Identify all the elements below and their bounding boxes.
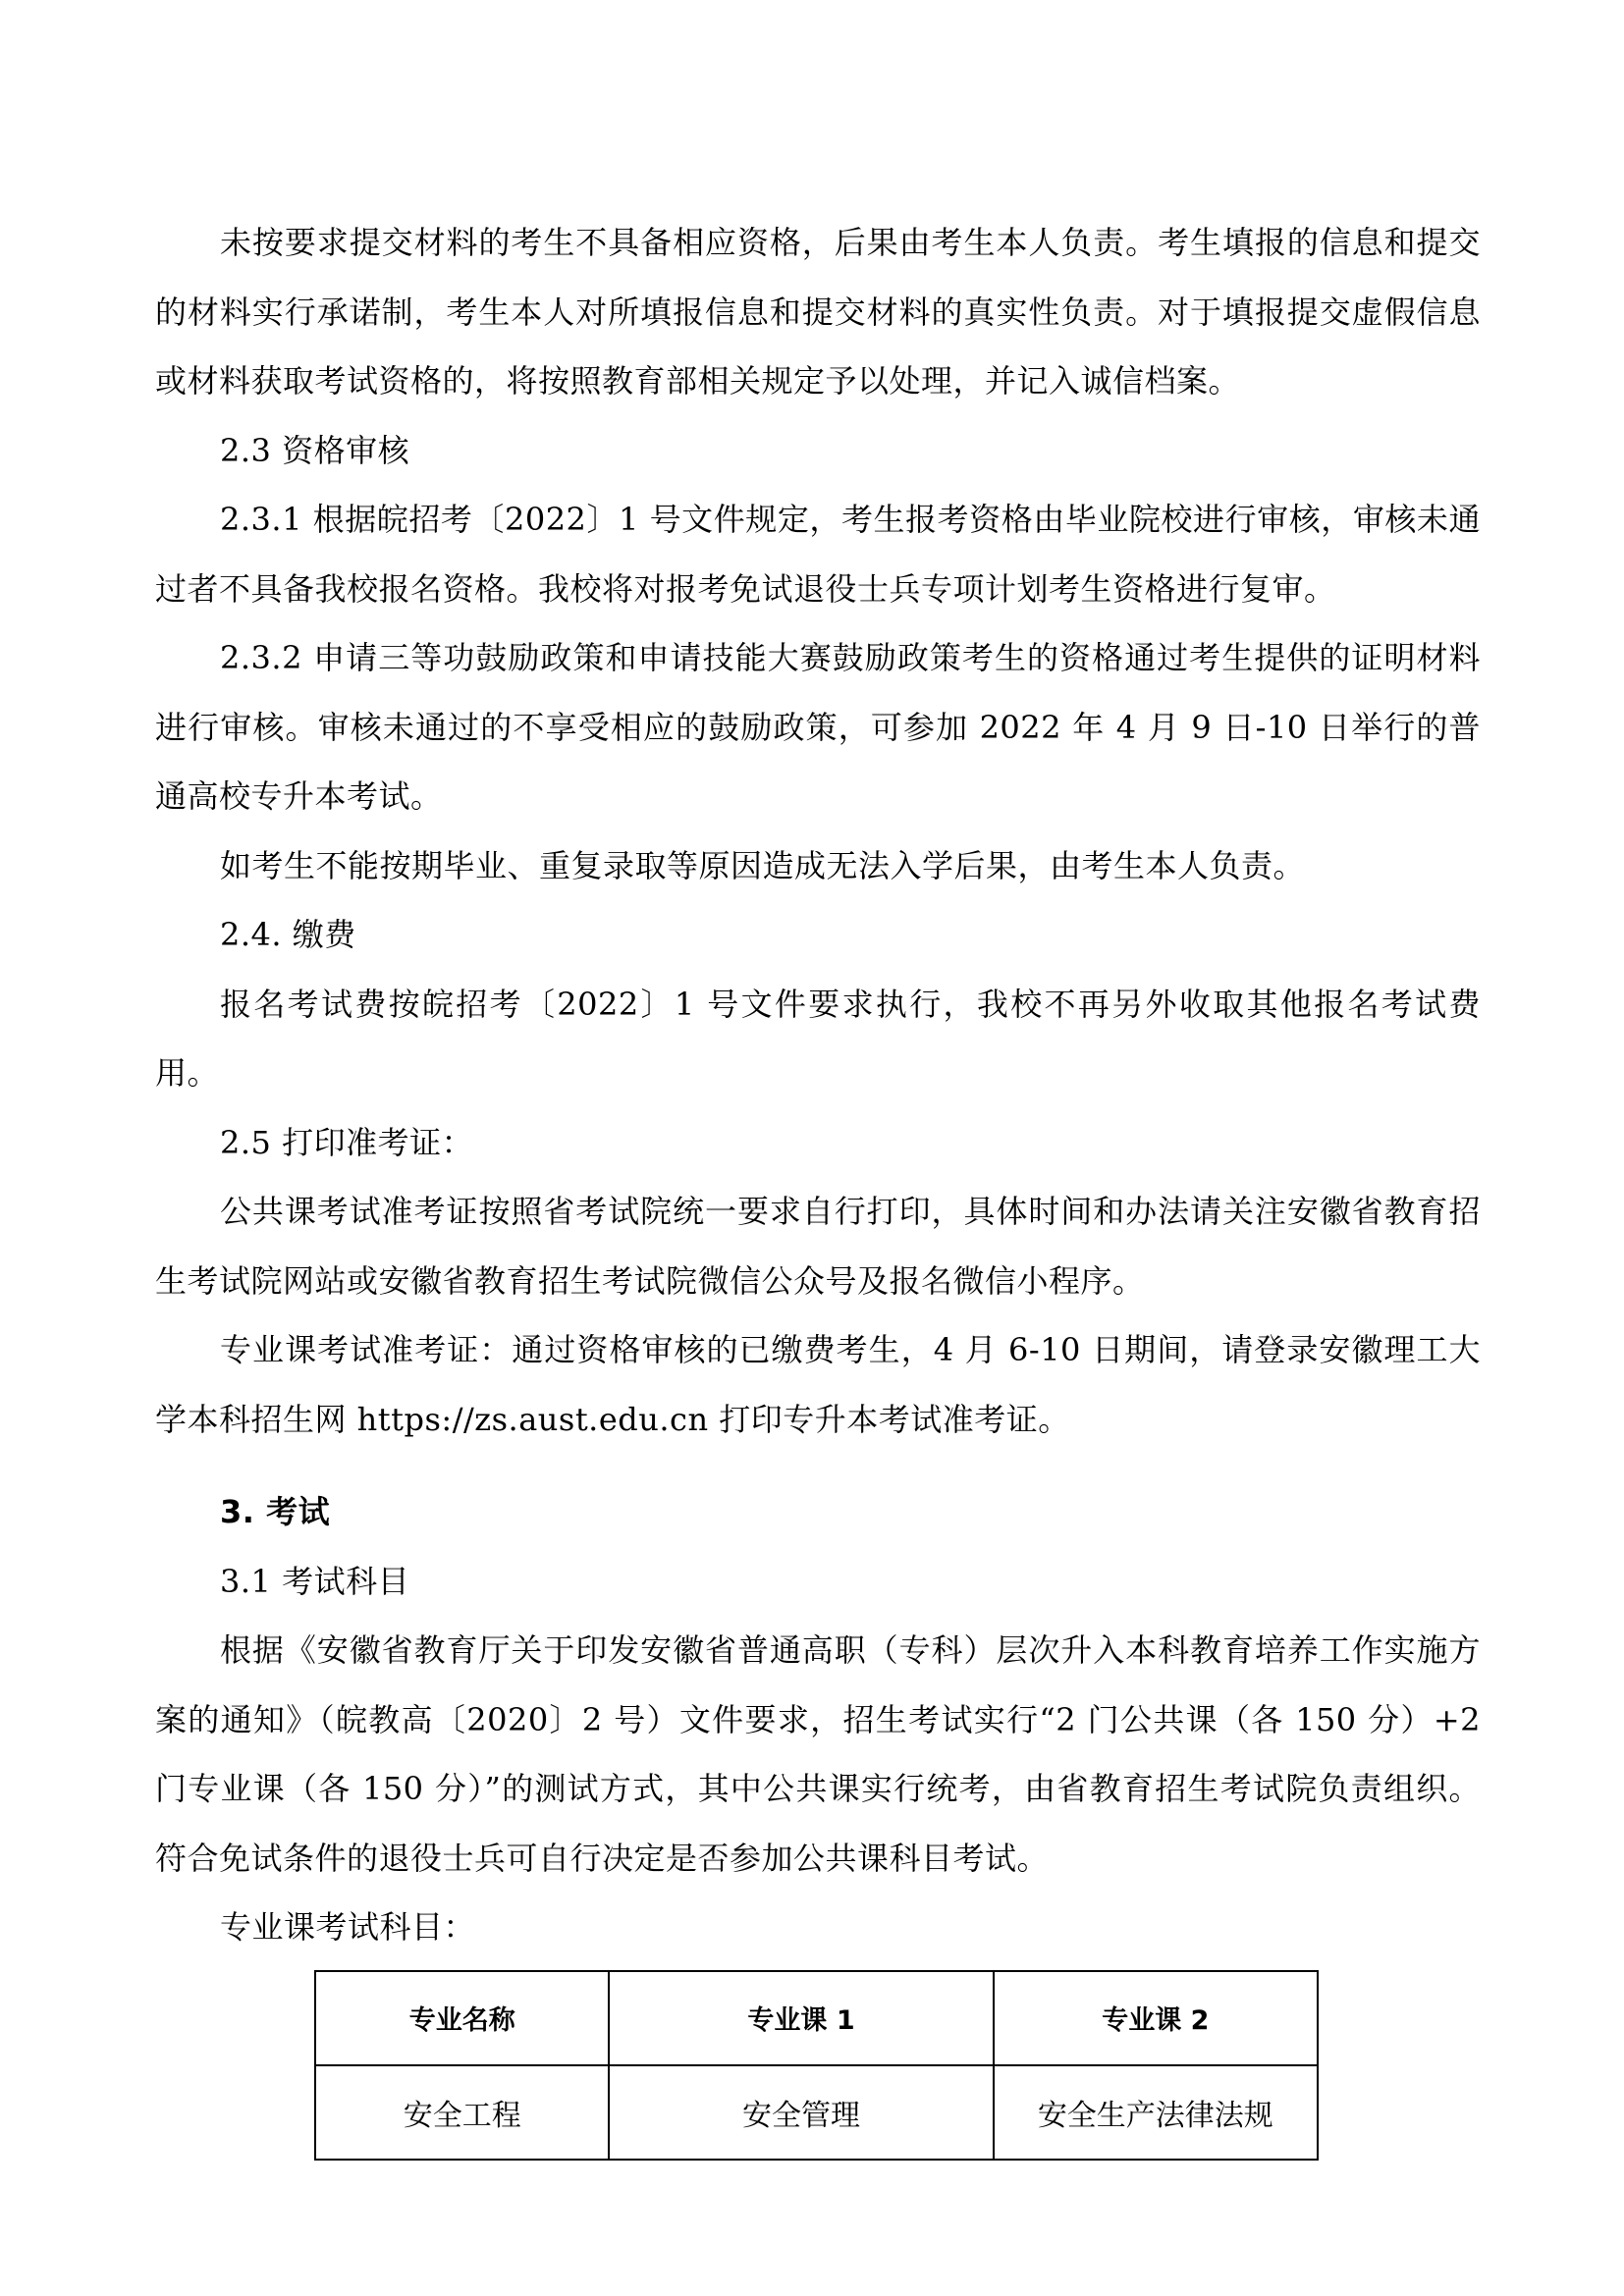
section-3-1-heading: 3.1 考试科目 — [220, 1562, 410, 1600]
paragraph-2-3-1: 2.3.1 根据皖招考〔2022〕1 号文件规定，考生报考资格由毕业院校进行审核，审核未通过者不具备我校报名资格。我校将对报考免试退役士兵专项计划考生资格进行复审。 — [155, 501, 1481, 608]
paragraph-2-3-2: 2.3.2 申请三等功鼓励政策和申请技能大赛鼓励政策考生的资格通过考生提供的证明材料进行审核。审核未通过的不享受相应的鼓励政策，可参加 2022 年 4 月 9 日-10 日举行的普通高校专升本考试。 — [155, 639, 1481, 815]
document-body — [155, 208, 1481, 2161]
paragraph-graduation-responsibility: 如考生不能按期毕业、重复录取等原因造成无法入学后果，由考生本人负责。 — [220, 846, 1306, 884]
table-caption: 专业课考试科目： — [220, 1908, 476, 1946]
column-header-course-1: 专业课 1 — [609, 1971, 993, 2065]
table-cell-major: 安全工程 — [315, 2065, 609, 2160]
subjects-table-wrapper — [314, 1970, 1481, 2161]
subjects-table — [314, 1970, 1319, 2161]
paragraph-exam-subjects: 根据《安徽省教育厅关于印发安徽省普通高职（专科）层次升入本科教育培养工作实施方案的通知》（皖教高〔2020〕2 号）文件要求，招生考试实行“2 门公共课（各 150 分）+2 门专业课（各 150 分）”的测试方式，其中公共课实行统考，由省教育招生考试院负责组织。符合免试条件的退役士兵可自行决定是否参加公共课科目考试。 — [155, 1631, 1481, 1877]
paragraph-public-admission-ticket: 公共课考试准考证按照省考试院统一要求自行打印，具体时间和办法请关注安徽省教育招生考试院网站或安徽省教育招生考试院微信公众号及报名微信小程序。 — [155, 1193, 1481, 1300]
section-2-4-heading: 2.4. 缴费 — [220, 916, 356, 953]
section-3-heading: 3. 考试 — [220, 1493, 331, 1530]
column-header-major: 专业名称 — [315, 1971, 609, 2065]
paragraph-professional-admission-ticket: 专业课考试准考证：通过资格审核的已缴费考生，4 月 6-10 日期间，请登录安徽理工大学本科招生网 https://zs.aust.edu.cn 打印专升本考试准考证。 — [155, 1331, 1481, 1438]
table-cell-course-1: 安全管理 — [609, 2065, 993, 2160]
table-cell-course-2: 安全生产法律法规 — [994, 2065, 1318, 2160]
table-row — [315, 2065, 1318, 2160]
column-header-course-2: 专业课 2 — [994, 1971, 1318, 2065]
section-2-3-heading: 2.3 资格审核 — [220, 431, 410, 469]
section-2-5-heading: 2.5 打印准考证： — [220, 1123, 474, 1161]
table-header-row — [315, 1971, 1318, 2065]
paragraph-materials-responsibility: 未按要求提交材料的考生不具备相应资格，后果由考生本人负责。考生填报的信息和提交的材料实行承诺制，考生本人对所填报信息和提交材料的真实性负责。对于填报提交虚假信息或材料获取考试资格的，将按照教育部相关规定予以处理，并记入诚信档案。 — [155, 224, 1481, 400]
paragraph-fees: 报名考试费按皖招考〔2022〕1 号文件要求执行，我校不再另外收取其他报名考试费用。 — [155, 985, 1481, 1092]
